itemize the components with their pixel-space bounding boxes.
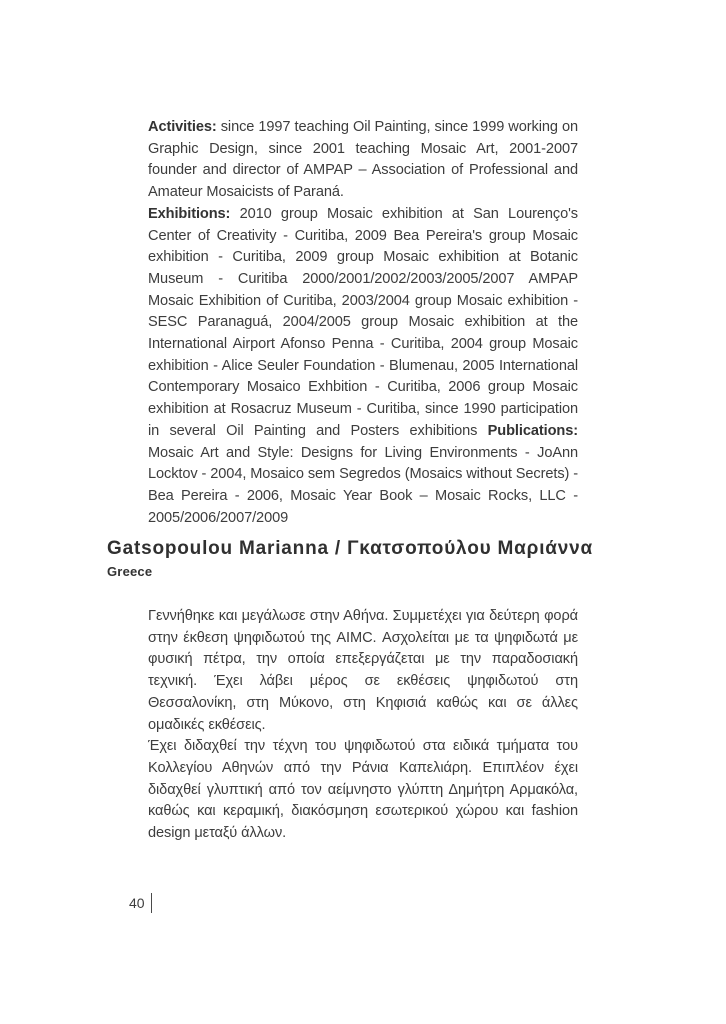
publications-text: Mosaic Art and Style: Designs for Living Environments - JoAnn Locktov - 2004, Mosaico sem Segredos (Mosaics without Secrets) - Bea Pereira - 2006, Mosaic Year Book – Mosaic Rocks, LLC - 2005/2006/2007/2009 <box>148 444 578 526</box>
activities-text: since 1997 teaching Oil Painting, since 1999 working on Graphic Design, since 2001 teaching Mosaic Art, 2001-2007 founder and director of AMPAP – Association of Professional and Amateur Mosaicists of Paraná. <box>148 119 578 201</box>
entry-bio-greek <box>148 606 578 845</box>
previous-entry-bio <box>148 117 578 529</box>
activities-paragraph <box>148 117 578 204</box>
publications-label: Publications: <box>487 422 578 439</box>
exhibitions-label: Exhibitions: <box>148 205 231 222</box>
exhibitions-publications-paragraph <box>148 204 578 530</box>
bio-paragraph-2: Έχει διδαχθεί την τέχνη του ψηφιδωτού στα ειδικά τμήματα του Κολλεγίου Αθηνών από την Ράνια Καπελιάρη. Επιπλέον έχει διδαχθεί γλυπτική από τον αείμνηστο γλύπτη Δημήτρη Αρμακόλα, καθώς και κεραμική, διακόσμηση εσωτερικού χώρου και fashion design μεταξύ άλλων. <box>148 738 578 842</box>
artist-name: Gatsopoulou Marianna / Γκατσοπούλου Μαριάννα <box>107 538 593 559</box>
page-number: 40 <box>129 895 145 911</box>
page-footer <box>129 893 152 913</box>
activities-label: Activities: <box>148 119 217 135</box>
artist-country: Greece <box>107 564 153 579</box>
bio-paragraph-1: Γεννήθηκε και μεγάλωσε στην Αθήνα. Συμμετέχει για δεύτερη φορά στην έκθεση ψηφιδωτού της AIMC. Ασχολείται με τα ψηφιδωτά με φυσική πέτρα, την οποία επεξεργάζεται με την παραδοσιακή τεχνική. Έχει λάβει μέρος σε εκθέσεις ψηφιδωτού στη Θεσσαλονίκη, στη Μύκονο, στη Κηφισιά καθώς και σε άλλες ομαδικές εκθέσεις. <box>148 608 578 733</box>
page-number-divider <box>151 893 152 913</box>
entry-header <box>107 538 593 579</box>
exhibitions-text: 2010 group Mosaic exhibition at San Lourenço's Center of Creativity - Curitiba, 2009 Bea Pereira's group Mosaic exhibition - Curitiba, 2009 group Mosaic exhibition at Botanic Museum - Curitiba 2000/2001/2002/2003/2005/2007 AMPAP Mosaic Exhibition of Curitiba, 2003/2004 group Mosaic exhibition - SESC Paranaguá, 2004/2005 group Mosaic exhibition at the International Airport Afonso Penna - Curitiba, 2004 group Mosaic exhibition - Alice Seuler Foundation - Blumenau, 2005 International Contemporary Mosaico Exhbition - Curitiba, 2006 group Mosaic exhibition at Rosacruz Museum - Curitiba, since 1990 participation in several Oil Painting and Posters exhibitions <box>148 205 578 439</box>
